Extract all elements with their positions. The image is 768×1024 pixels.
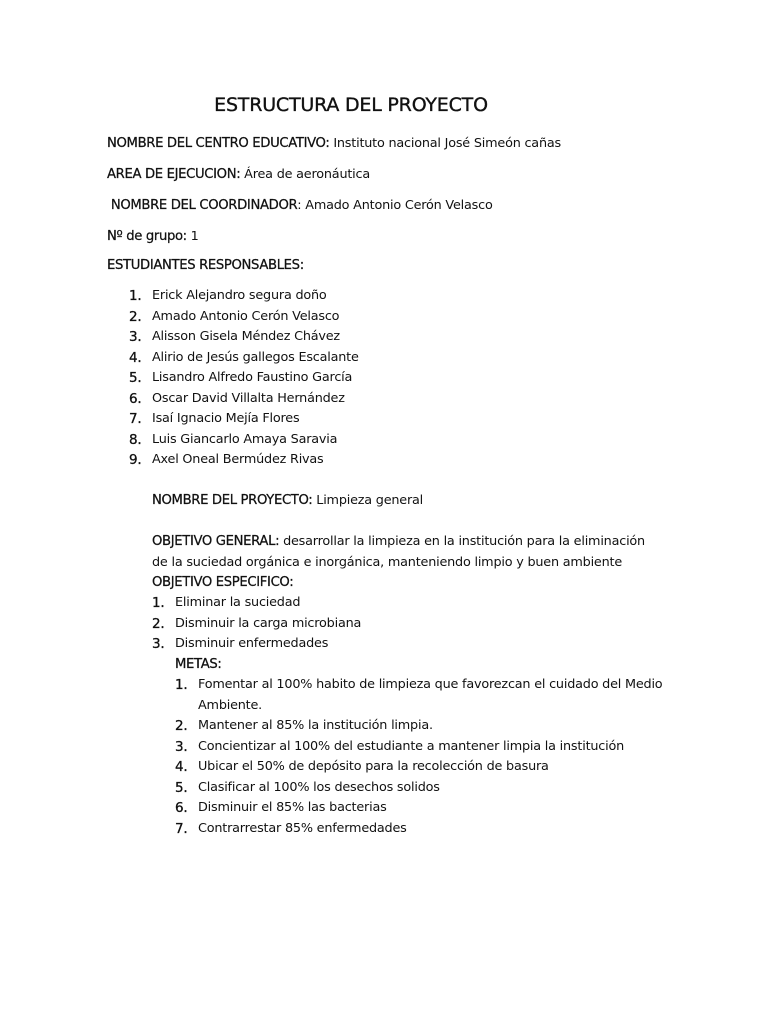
- general-objective-text: desarrollar la limpieza en la institución para la eliminación de la suciedad orgánica e inorgánica, manteniendo limpio y buen ambiente: [152, 534, 645, 570]
- list-item: [175, 737, 662, 758]
- field-value: Área de aeronáutica: [240, 167, 370, 182]
- list-item: [152, 593, 361, 614]
- goal-text: Contrarrestar 85% enfermedades: [198, 820, 407, 836]
- field-value: 1: [186, 229, 199, 244]
- goal-text: Clasificar al 100% los desechos solidos: [198, 779, 440, 795]
- list-item: [129, 348, 359, 369]
- list-number: 5.: [129, 370, 142, 386]
- student-name: Isaí Ignacio Mejía Flores: [152, 411, 300, 426]
- list-item: [175, 716, 662, 737]
- list-number: 7.: [175, 820, 188, 837]
- list-number: 6.: [175, 800, 188, 816]
- list-number: 3.: [129, 329, 142, 345]
- list-item: [175, 798, 662, 819]
- list-item: [175, 757, 662, 778]
- list-number: 2.: [175, 718, 188, 734]
- list-number: 1.: [152, 595, 165, 611]
- list-item: [129, 368, 359, 389]
- students-heading: ESTUDIANTES RESPONSABLES:: [107, 258, 304, 273]
- students-list: [129, 286, 359, 471]
- list-number: 6.: [129, 390, 142, 407]
- goal-text: Disminuir el 85% las bacterias: [198, 800, 387, 815]
- student-name: Lisandro Alfredo Faustino García: [152, 370, 353, 385]
- list-item: [175, 778, 662, 799]
- list-number: 3.: [175, 738, 188, 755]
- field-label: Nº de grupo:: [107, 229, 187, 244]
- student-name: Erick Alejandro segura doño: [152, 288, 327, 303]
- list-item: [129, 286, 359, 307]
- list-number: 4.: [129, 349, 142, 366]
- goals-list: [175, 675, 663, 839]
- project-name: [152, 491, 672, 512]
- list-item: [129, 450, 359, 471]
- student-name: Luis Giancarlo Amaya Saravia: [152, 431, 338, 447]
- student-name: Amado Antonio Cerón Velasco: [152, 308, 340, 324]
- general-objective: [152, 532, 662, 573]
- list-number: 3.: [152, 636, 165, 652]
- list-number: 8.: [129, 431, 142, 448]
- field-coordinator: [107, 196, 493, 215]
- field-school: [107, 134, 561, 153]
- project-name-label: NOMBRE DEL PROYECTO:: [152, 493, 313, 508]
- list-number: 4.: [175, 759, 188, 775]
- list-item: [152, 614, 362, 635]
- field-area: [107, 165, 370, 184]
- goal-text: Ubicar el 50% de depósito para la recolección de basura: [198, 759, 549, 774]
- list-number: 5.: [175, 779, 188, 796]
- list-item: [129, 409, 359, 430]
- list-item: [175, 819, 662, 840]
- list-item: [175, 675, 663, 716]
- student-name: Axel Oneal Bermúdez Rivas: [152, 452, 324, 467]
- objective-text: Disminuir la carga microbiana: [175, 615, 362, 631]
- student-name: Oscar David Villalta Hernández: [152, 390, 345, 406]
- list-item: [129, 327, 359, 348]
- goal-text: Mantener al 85% la institución limpia.: [198, 718, 433, 733]
- goals-heading: METAS:: [175, 657, 222, 672]
- student-name: Alisson Gisela Méndez Chávez: [152, 329, 340, 344]
- specific-objectives-heading: OBJETIVO ESPECIFICO:: [152, 575, 294, 590]
- goal-text: Concientizar al 100% del estudiante a mantener limpia la institución: [198, 738, 625, 754]
- list-number: 2.: [152, 615, 165, 632]
- list-number: 2.: [129, 308, 142, 325]
- field-label: NOMBRE DEL COORDINADOR: [107, 198, 298, 213]
- field-label: NOMBRE DEL CENTRO EDUCATIVO:: [107, 136, 330, 151]
- field-value: Instituto nacional José Simeón cañas: [329, 136, 561, 151]
- list-number: 1.: [129, 288, 142, 304]
- list-item: [129, 430, 359, 451]
- general-objective-label: OBJETIVO GENERAL:: [152, 534, 280, 549]
- list-item: [152, 634, 361, 655]
- field-label: AREA DE EJECUCION:: [107, 167, 241, 182]
- objective-text: Disminuir enfermedades: [175, 636, 329, 651]
- project-name-value: Limpieza general: [312, 493, 424, 508]
- list-item: [129, 389, 359, 410]
- field-value: : Amado Antonio Cerón Velasco: [297, 198, 493, 213]
- specific-objectives-list: [152, 593, 362, 655]
- document-title: ESTRUCTURA DEL PROYECTO: [214, 94, 488, 116]
- list-number: 1.: [175, 677, 188, 693]
- goal-text: Fomentar al 100% habito de limpieza que favorezcan el cuidado del Medio: [198, 677, 663, 692]
- student-name: Alirio de Jesús gallegos Escalante: [152, 349, 359, 365]
- list-number: 9.: [129, 452, 142, 468]
- goal-text-continued: Ambiente.: [198, 697, 263, 713]
- list-number: 7.: [129, 411, 142, 427]
- field-group-number: [107, 227, 199, 246]
- list-item: [129, 307, 359, 328]
- objective-text: Eliminar la suciedad: [175, 595, 301, 610]
